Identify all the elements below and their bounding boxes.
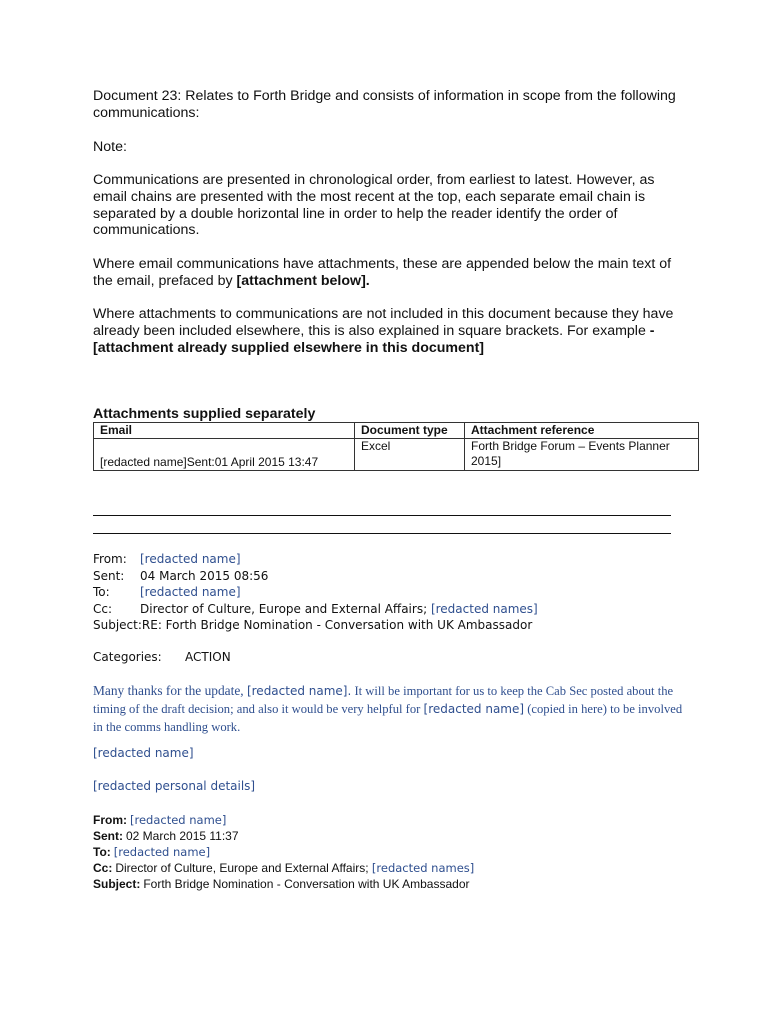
- email1-body-text-b: It will be important for us to keep the Cab Sec posted about the timing of the draft decision; and also it would be very helpful for: [93, 684, 674, 716]
- email2-from-label: From:: [93, 813, 127, 827]
- intro-heading: [93, 88, 683, 122]
- email1-to-row: [93, 584, 538, 601]
- paragraph-chronology-text: Communications are presented in chronological order, from earliest to latest. However, as email chains are presented with the most recent at the top, each separate email chain is separated by a double horizontal line in order to help the reader identify the order of communications.: [93, 172, 655, 239]
- table-header-row: [94, 423, 699, 439]
- paragraph-attachments-text: Where email communications have attachments, these are appended below the main text of the email, prefaced by: [93, 256, 672, 289]
- note-label: Note:: [93, 139, 127, 155]
- column-header-email: Email: [94, 423, 355, 439]
- separator-line-top: [93, 515, 671, 516]
- email2-subject-value: Forth Bridge Nomination - Conversation with UK Ambassador: [143, 877, 470, 891]
- email2-to-label: To:: [93, 845, 111, 859]
- email2-header: [93, 812, 474, 892]
- attachment-elsewhere-marker: - [attachment already supplied elsewhere in this document]: [93, 322, 655, 356]
- cell-attachment-reference: Forth Bridge Forum – Events Planner 2015]: [465, 439, 699, 471]
- email2-cc-value: Director of Culture, Europe and External Affairs;: [115, 861, 372, 875]
- email1-subject-value: RE: Forth Bridge Nomination - Conversation with UK Ambassador: [141, 618, 533, 632]
- email1-from-label: From:: [93, 552, 127, 566]
- paragraph-chronology: [93, 172, 683, 239]
- note-block: [93, 139, 683, 156]
- email1-subject-row: [93, 617, 538, 634]
- column-header-document-type: Document type: [355, 423, 465, 439]
- email1-from-row: [93, 551, 538, 568]
- email2-sent-value: 02 March 2015 11:37: [126, 829, 239, 843]
- attachments-table: [93, 422, 699, 471]
- email1-body-redacted-2: [redacted name]: [423, 702, 525, 716]
- email1-sent-value: 04 March 2015 08:56: [140, 568, 269, 583]
- email2-subject-label: Subject:: [93, 877, 141, 891]
- separator-line-bottom: [93, 533, 671, 534]
- email1-categories-value: ACTION: [185, 650, 231, 664]
- email2-from-row: [93, 812, 474, 828]
- document-heading: Document 23: Relates to Forth Bridge and consists of information in scope from the following communications:: [93, 88, 676, 121]
- email2-subject-row: [93, 876, 474, 892]
- email1-categories-label: Categories:: [93, 650, 162, 664]
- email1-cc-row: [93, 601, 538, 618]
- email1-personal-details: [redacted personal details]: [93, 779, 256, 793]
- email2-to-value: [redacted name]: [113, 845, 211, 859]
- email1-sent-label: Sent:: [93, 568, 125, 583]
- email1-body-text-a: Many thanks for the update,: [93, 683, 247, 698]
- email1-from-value: [redacted name]: [140, 552, 241, 566]
- cell-document-type: Excel: [355, 439, 465, 471]
- email1-subject-label: Subject:: [93, 618, 142, 632]
- column-header-attachment-reference: Attachment reference: [465, 423, 699, 439]
- attachment-below-marker: [attachment below].: [236, 272, 370, 289]
- email1-categories: [93, 649, 231, 666]
- email2-cc-redacted: [redacted names]: [371, 861, 475, 875]
- email1-signature: [redacted name]: [93, 746, 194, 760]
- email2-cc-label: Cc:: [93, 861, 113, 875]
- email1-cc-label: Cc:: [93, 601, 113, 616]
- email1-cc-value: Director of Culture, Europe and External Affairs;: [140, 601, 431, 616]
- email1-cc-redacted: [redacted names]: [430, 601, 538, 616]
- email2-sent-row: [93, 828, 474, 844]
- email1-body-redacted-1: [redacted name].: [246, 684, 352, 698]
- email2-from-value: [redacted name]: [130, 813, 227, 827]
- email1-body: [93, 682, 683, 736]
- cell-email: [redacted name]Sent:01 April 2015 13:47: [94, 439, 355, 471]
- email2-cc-row: [93, 860, 474, 876]
- email1-sent-row: [93, 568, 538, 585]
- email1-header: [93, 551, 538, 634]
- email1-to-value: [redacted name]: [140, 585, 241, 599]
- attachments-title: Attachments supplied separately: [93, 406, 316, 422]
- email2-to-row: [93, 844, 474, 860]
- email2-sent-label: Sent:: [93, 829, 123, 843]
- paragraph-elsewhere-text: Where attachments to communications are not included in this document because they have already been included elsewhere, this is also explained in square brackets. For example: [93, 306, 674, 339]
- email1-to-label: To:: [93, 585, 110, 599]
- paragraph-elsewhere: [93, 306, 683, 356]
- email1-body-text-c: (copied in here) to be involved in the comms handling work.: [93, 702, 683, 734]
- paragraph-attachments: [93, 256, 683, 290]
- table-row: [94, 439, 699, 471]
